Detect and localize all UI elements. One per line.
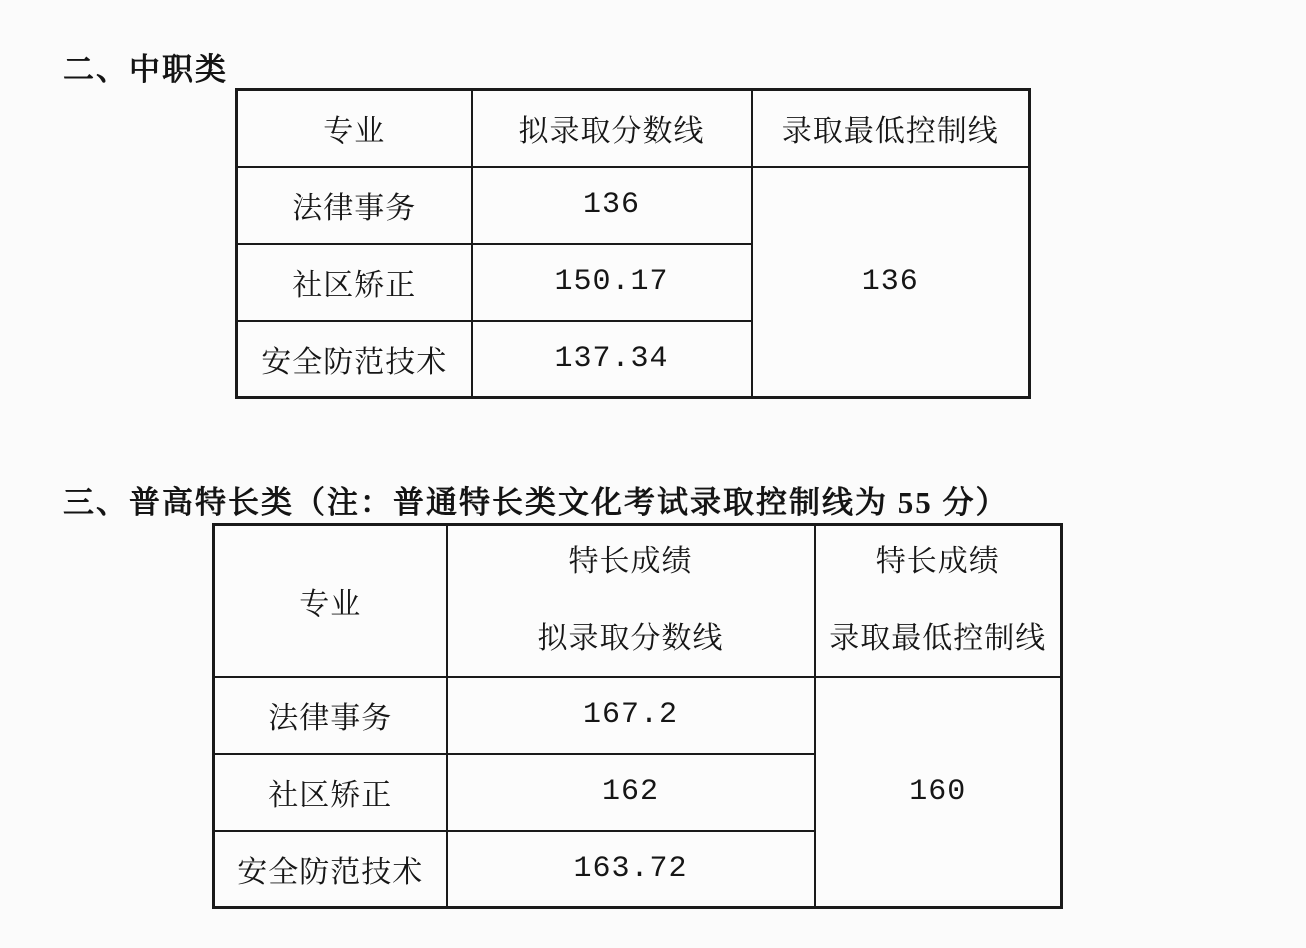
major-cell: 安全防范技术	[237, 321, 472, 398]
major-cell: 社区矫正	[237, 244, 472, 321]
table-header-row	[237, 90, 1030, 167]
proposed-line-cell: 136	[472, 167, 752, 244]
proposed-line-cell: 162	[447, 754, 815, 831]
table-header-row	[214, 525, 1062, 677]
col-header-proposed-line: 拟录取分数线	[472, 90, 752, 167]
header-line1: 特长成绩	[568, 545, 693, 579]
header-line2: 录取最低控制线	[829, 622, 1047, 656]
table-row	[214, 677, 1062, 754]
col-header-special-proposed-line	[447, 525, 815, 677]
proposed-line-cell: 137.34	[472, 321, 752, 398]
col-header-major: 专业	[237, 90, 472, 167]
proposed-line-cell: 163.72	[447, 831, 815, 908]
vocational-score-table	[235, 88, 1031, 399]
proposed-line-cell: 150.17	[472, 244, 752, 321]
two-line-header	[816, 546, 1061, 655]
major-cell: 法律事务	[237, 167, 472, 244]
proposed-line-cell: 167.2	[447, 677, 815, 754]
table-row	[237, 167, 1030, 244]
col-header-special-min-control-line	[815, 525, 1062, 677]
header-line1: 特长成绩	[875, 545, 1000, 579]
special-score-table	[212, 523, 1063, 909]
col-header-major: 专业	[214, 525, 447, 677]
major-cell: 安全防范技术	[214, 831, 447, 908]
major-cell: 社区矫正	[214, 754, 447, 831]
section-heading-special: 三、普高特长类（注：普通特长类文化考试录取控制线为 55 分）	[63, 485, 1009, 520]
section-heading-vocational: 二、中职类	[63, 52, 228, 87]
min-control-line-merged-cell: 136	[752, 167, 1030, 398]
two-line-header	[448, 546, 814, 655]
min-control-line-merged-cell: 160	[815, 677, 1062, 908]
header-line2: 拟录取分数线	[537, 622, 724, 656]
major-cell: 法律事务	[214, 677, 447, 754]
col-header-min-control-line: 录取最低控制线	[752, 90, 1030, 167]
